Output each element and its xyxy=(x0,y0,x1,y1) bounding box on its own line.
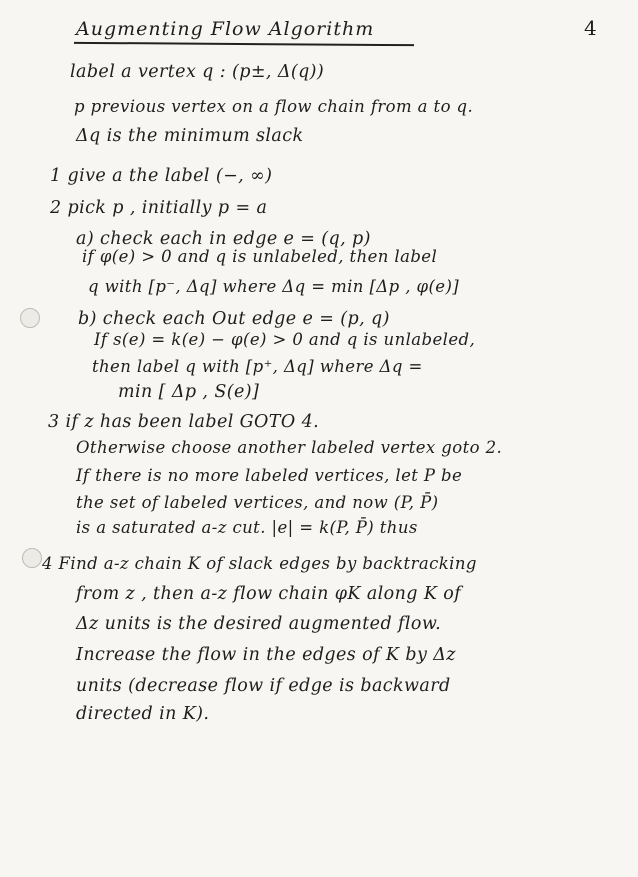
punch-hole xyxy=(20,308,40,328)
step-3-no-more: If there is no more labeled vertices, let P be xyxy=(76,466,463,485)
step-4-chain: from z , then a-z flow chain φK along K of xyxy=(76,584,462,604)
step-4-increase: Increase the flow in the edges of K by Δz xyxy=(76,645,456,665)
step-2: 2 pick p , initially p = a xyxy=(50,198,268,218)
step-3: 3 if z has been label GOTO 4. xyxy=(48,412,320,432)
step-3-otherwise: Otherwise choose another labeled vertex goto 2. xyxy=(76,438,503,457)
step-2b-cond: If s(e) = k(e) − φ(e) > 0 and q is unlabeled, xyxy=(94,330,476,349)
step-4-directed: directed in K). xyxy=(76,704,210,724)
page-title: Augmenting Flow Algorithm xyxy=(76,18,375,40)
step-1: 1 give a the label (−, ∞) xyxy=(50,166,273,186)
step-2a-label: q with [p⁻, Δq] where Δq = min [Δp , φ(e)] xyxy=(88,277,460,296)
step-4-units: Δz units is the desired augmented flow. xyxy=(76,614,442,634)
title-underline xyxy=(74,42,414,46)
step-2a-head: a) check each in edge e = (q, p) xyxy=(76,229,371,249)
step-2a-cond: if φ(e) > 0 and q is unlabeled, then label xyxy=(82,247,438,266)
line-label-def: label a vertex q : (p±, Δ(q)) xyxy=(70,62,325,82)
step-2b-label: then label q with [p⁺, Δq] where Δq = xyxy=(92,357,423,376)
step-4: 4 Find a-z chain K of slack edges by backtracking xyxy=(42,554,477,573)
step-4-decrease: units (decrease flow if edge is backward xyxy=(76,676,451,696)
step-2b-head: b) check each Out edge e = (p, q) xyxy=(78,309,390,329)
step-3-set: the set of labeled vertices, and now (P, P̄) xyxy=(76,493,439,512)
page-number: 4 xyxy=(584,16,598,40)
step-3-cut: is a saturated a-z cut. |e| = k(P, P̄) thus xyxy=(76,518,418,537)
step-2b-min: min [ Δp , S(e)] xyxy=(118,382,260,402)
line-p-def: p previous vertex on a flow chain from a to q. xyxy=(74,97,474,116)
punch-hole xyxy=(22,548,42,568)
line-dq-def: Δq is the minimum slack xyxy=(76,126,304,146)
